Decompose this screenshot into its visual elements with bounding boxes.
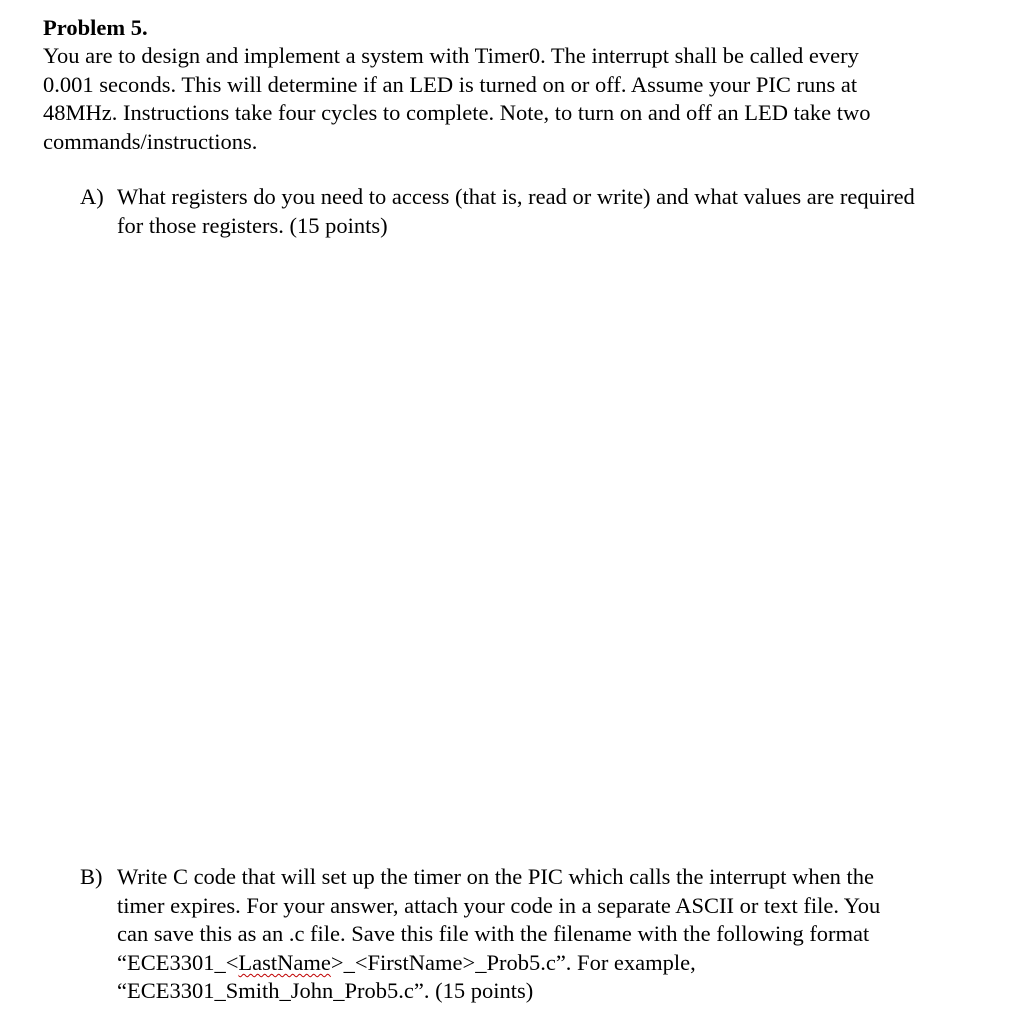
filename-suffix: >_<FirstName>_Prob5.c”. For example, — [330, 949, 696, 975]
part-a-label: A) — [80, 184, 104, 209]
part-b-line: Write C code that will set up the timer on the PIC which calls the interrupt when the — [117, 864, 875, 889]
filename-prefix: “ECE3301_< — [117, 949, 239, 975]
problem-intro — [43, 42, 983, 156]
part-b — [80, 863, 1000, 1006]
filename-format-line — [117, 949, 1000, 978]
intro-line: commands/instructions. — [43, 128, 258, 154]
spellcheck-squiggle-word: LastName — [238, 949, 331, 975]
intro-line: You are to design and implement a system with Timer0. The interrupt shall be called every — [43, 43, 859, 68]
part-b-question — [117, 863, 1000, 1006]
problem-title: Problem 5. — [43, 15, 148, 40]
part-a — [80, 183, 1000, 240]
part-a-line: What registers do you need to access (that is, read or write) and what values are required — [117, 184, 915, 209]
intro-line: 48MHz. Instructions take four cycles to complete. Note, to turn on and off an LED take two — [43, 100, 871, 126]
filename-example-line: “ECE3301_Smith_John_Prob5.c”. (15 points) — [117, 978, 534, 1004]
intro-line: 0.001 seconds. This will determine if an LED is turned on or off. Assume your PIC runs at — [43, 71, 858, 97]
answer-space-part-a[interactable] — [80, 250, 980, 840]
part-b-line: timer expires. For your answer, attach your code in a separate ASCII or text file. You — [117, 892, 881, 918]
part-a-line: for those registers. (15 points) — [117, 212, 388, 238]
part-b-line: can save this as an .c file. Save this file with the filename with the following format — [117, 921, 870, 947]
part-a-question — [117, 183, 1000, 240]
part-b-label: B) — [80, 864, 103, 889]
